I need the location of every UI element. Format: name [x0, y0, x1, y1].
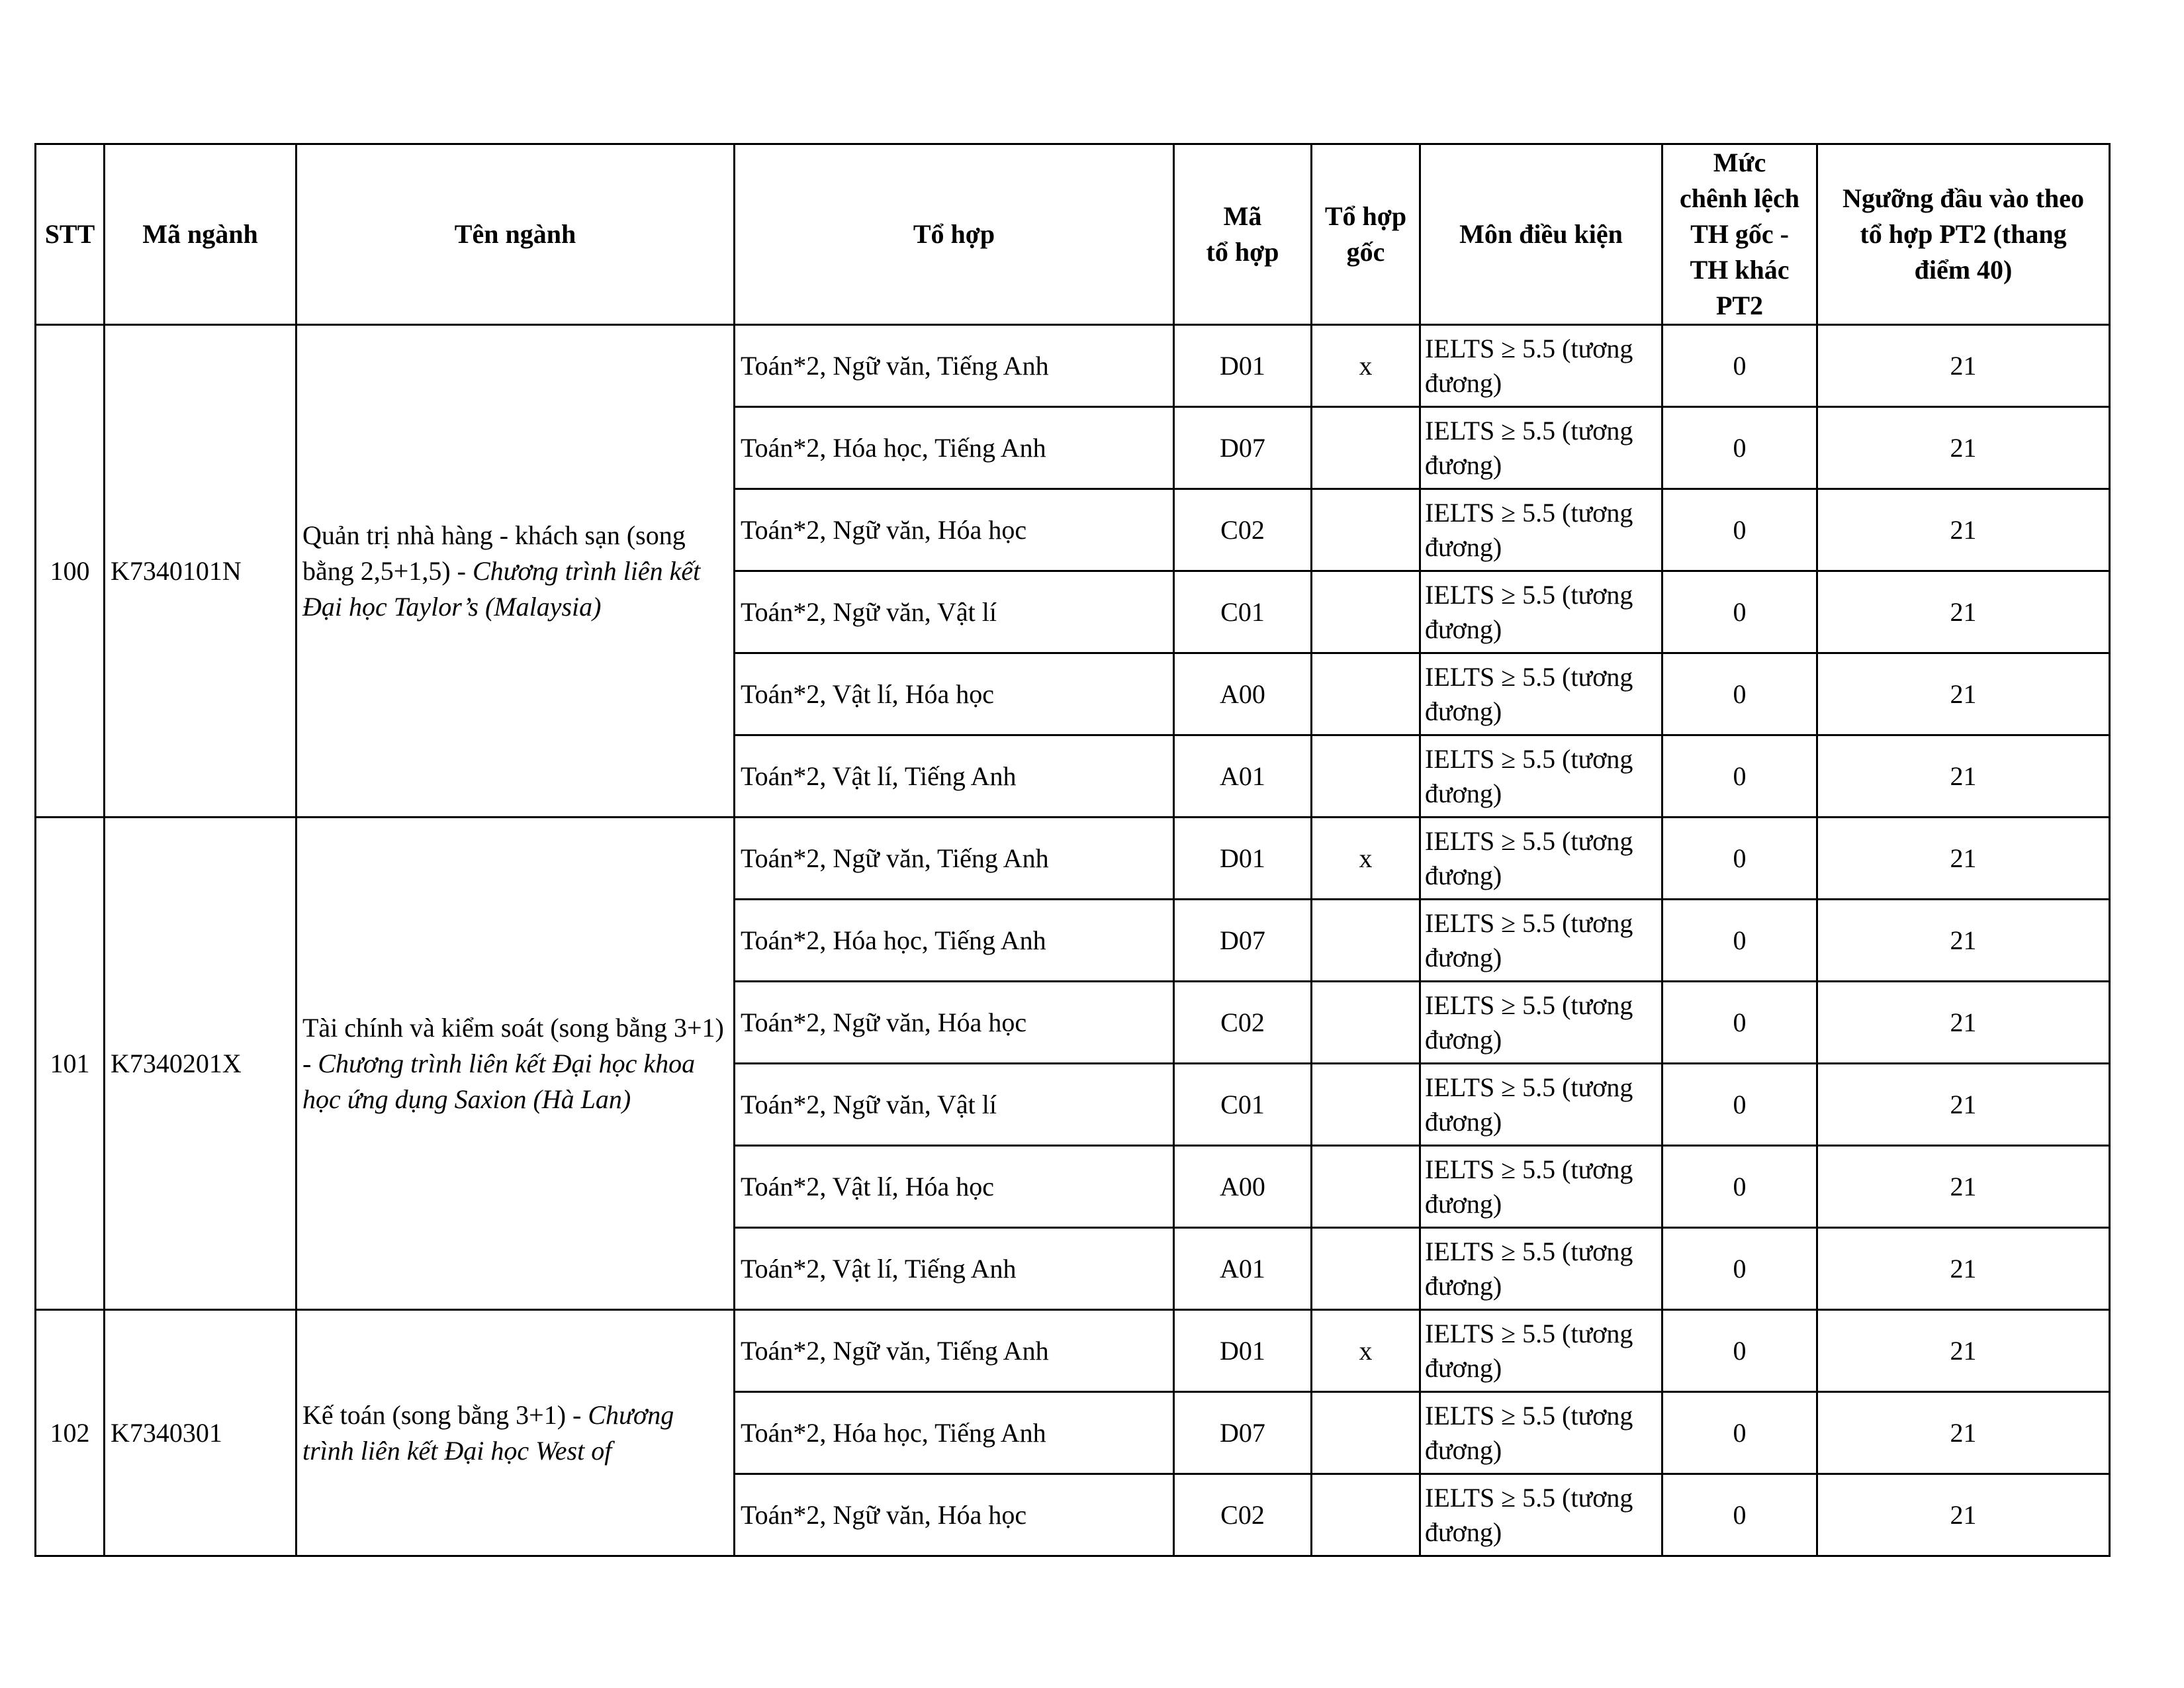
header-muc-chenh-lech-line4: TH khác [1690, 255, 1790, 285]
cell-to-hop: Toán*2, Hóa học, Tiếng Anh [735, 900, 1174, 982]
cell-mon-dieu-kien: IELTS ≥ 5.5 (tương đương) [1420, 735, 1662, 818]
cell-ma-to-hop: C02 [1174, 982, 1312, 1064]
cell-to-hop: Toán*2, Ngữ văn, Vật lí [735, 1064, 1174, 1146]
cell-to-hop: Toán*2, Hóa học, Tiếng Anh [735, 407, 1174, 489]
cell-to-hop: Toán*2, Ngữ văn, Tiếng Anh [735, 325, 1174, 407]
cell-to-hop-goc: x [1312, 818, 1420, 900]
cell-ma-nganh: K7340101N [105, 325, 296, 818]
cell-to-hop: Toán*2, Ngữ văn, Tiếng Anh [735, 1310, 1174, 1392]
cell-muc-chenh-lech: 0 [1662, 1146, 1817, 1228]
cell-muc-chenh-lech: 0 [1662, 325, 1817, 407]
cell-to-hop: Toán*2, Vật lí, Hóa học [735, 653, 1174, 735]
cell-muc-chenh-lech: 0 [1662, 818, 1817, 900]
cell-ma-to-hop: C01 [1174, 571, 1312, 653]
admission-table [34, 143, 2111, 1557]
cell-mon-dieu-kien: IELTS ≥ 5.5 (tương đương) [1420, 325, 1662, 407]
cell-nguong: 21 [1817, 1474, 2110, 1556]
cell-muc-chenh-lech: 0 [1662, 982, 1817, 1064]
cell-ma-nganh: K7340301 [105, 1310, 296, 1556]
cell-to-hop: Toán*2, Ngữ văn, Hóa học [735, 1474, 1174, 1556]
cell-to-hop: Toán*2, Vật lí, Tiếng Anh [735, 735, 1174, 818]
cell-to-hop-goc [1312, 1474, 1420, 1556]
cell-muc-chenh-lech: 0 [1662, 1228, 1817, 1310]
cell-ma-to-hop: D07 [1174, 1392, 1312, 1474]
cell-nguong: 21 [1817, 1310, 2110, 1392]
cell-mon-dieu-kien: IELTS ≥ 5.5 (tương đương) [1420, 982, 1662, 1064]
cell-mon-dieu-kien: IELTS ≥ 5.5 (tương đương) [1420, 571, 1662, 653]
cell-to-hop: Toán*2, Ngữ văn, Hóa học [735, 982, 1174, 1064]
cell-to-hop-goc [1312, 571, 1420, 653]
cell-to-hop: Toán*2, Ngữ văn, Vật lí [735, 571, 1174, 653]
cell-to-hop: Toán*2, Hóa học, Tiếng Anh [735, 1392, 1174, 1474]
cell-ten-nganh [296, 818, 735, 1310]
cell-ten-nganh [296, 1310, 735, 1556]
cell-muc-chenh-lech: 0 [1662, 571, 1817, 653]
cell-nguong: 21 [1817, 900, 2110, 982]
cell-nguong: 21 [1817, 1228, 2110, 1310]
cell-to-hop-goc [1312, 653, 1420, 735]
header-nguong-line2: tổ hợp PT2 (thang [1860, 219, 2067, 249]
cell-muc-chenh-lech: 0 [1662, 1310, 1817, 1392]
cell-muc-chenh-lech: 0 [1662, 1064, 1817, 1146]
cell-to-hop: Toán*2, Ngữ văn, Tiếng Anh [735, 818, 1174, 900]
cell-ma-to-hop: D01 [1174, 1310, 1312, 1392]
program-name-plain: Quản trị nhà hàng - khách sạn (song bằng 2,5+1,5) - [302, 520, 686, 586]
table-row [36, 818, 2110, 900]
cell-ma-to-hop: D07 [1174, 900, 1312, 982]
header-row [36, 144, 2110, 325]
header-ten-nganh: Tên ngành [296, 144, 735, 325]
cell-mon-dieu-kien: IELTS ≥ 5.5 (tương đương) [1420, 1064, 1662, 1146]
cell-ma-to-hop: C01 [1174, 1064, 1312, 1146]
cell-muc-chenh-lech: 0 [1662, 653, 1817, 735]
header-muc-chenh-lech-line2: chênh lệch [1679, 183, 1800, 213]
cell-ma-nganh: K7340201X [105, 818, 296, 1310]
cell-stt: 100 [36, 325, 105, 818]
program-name-plain: Tài chính và kiểm soát (song bằng 3+1) - [302, 1012, 724, 1078]
header-to-hop-goc-line1: Tổ hợp [1324, 201, 1407, 231]
cell-mon-dieu-kien: IELTS ≥ 5.5 (tương đương) [1420, 900, 1662, 982]
cell-to-hop-goc: x [1312, 1310, 1420, 1392]
cell-muc-chenh-lech: 0 [1662, 489, 1817, 571]
cell-to-hop-goc: x [1312, 325, 1420, 407]
cell-ma-to-hop: D01 [1174, 325, 1312, 407]
cell-nguong: 21 [1817, 653, 2110, 735]
table-row [36, 325, 2110, 407]
cell-muc-chenh-lech: 0 [1662, 900, 1817, 982]
cell-to-hop-goc [1312, 1392, 1420, 1474]
cell-muc-chenh-lech: 0 [1662, 735, 1817, 818]
cell-nguong: 21 [1817, 1146, 2110, 1228]
table-body [36, 325, 2110, 1556]
cell-ma-to-hop: D07 [1174, 407, 1312, 489]
cell-to-hop-goc [1312, 900, 1420, 982]
cell-to-hop-goc [1312, 1146, 1420, 1228]
cell-nguong: 21 [1817, 818, 2110, 900]
cell-nguong: 21 [1817, 1064, 2110, 1146]
program-name-italic: Chương trình liên kết Đại học khoa học ứng dụng Saxion (Hà Lan) [302, 1048, 696, 1114]
header-to-hop-goc [1312, 144, 1420, 325]
header-nguong-line3: điểm 40) [1914, 255, 2013, 285]
cell-ma-to-hop: A00 [1174, 1146, 1312, 1228]
cell-nguong: 21 [1817, 1392, 2110, 1474]
header-mon-dieu-kien: Môn điều kiện [1420, 144, 1662, 325]
cell-stt: 102 [36, 1310, 105, 1556]
cell-nguong: 21 [1817, 735, 2110, 818]
header-muc-chenh-lech-line3: TH gốc - [1690, 219, 1789, 249]
header-to-hop: Tổ hợp [735, 144, 1174, 325]
cell-to-hop-goc [1312, 735, 1420, 818]
header-muc-chenh-lech-line5: PT2 [1715, 291, 1764, 320]
header-ma-to-hop [1174, 144, 1312, 325]
header-stt: STT [36, 144, 105, 325]
cell-to-hop-goc [1312, 1228, 1420, 1310]
header-ma-to-hop-line1: Mã [1223, 201, 1262, 231]
cell-to-hop-goc [1312, 407, 1420, 489]
cell-muc-chenh-lech: 0 [1662, 407, 1817, 489]
header-muc-chenh-lech [1662, 144, 1817, 325]
cell-to-hop-goc [1312, 1064, 1420, 1146]
cell-to-hop: Toán*2, Vật lí, Hóa học [735, 1146, 1174, 1228]
cell-to-hop: Toán*2, Vật lí, Tiếng Anh [735, 1228, 1174, 1310]
cell-nguong: 21 [1817, 325, 2110, 407]
cell-muc-chenh-lech: 0 [1662, 1392, 1817, 1474]
cell-mon-dieu-kien: IELTS ≥ 5.5 (tương đương) [1420, 1310, 1662, 1392]
cell-nguong: 21 [1817, 489, 2110, 571]
cell-stt: 101 [36, 818, 105, 1310]
cell-nguong: 21 [1817, 407, 2110, 489]
header-to-hop-goc-line2: gốc [1346, 237, 1385, 267]
cell-mon-dieu-kien: IELTS ≥ 5.5 (tương đương) [1420, 407, 1662, 489]
cell-nguong: 21 [1817, 982, 2110, 1064]
cell-ma-to-hop: A01 [1174, 1228, 1312, 1310]
cell-to-hop-goc [1312, 982, 1420, 1064]
cell-muc-chenh-lech: 0 [1662, 1474, 1817, 1556]
cell-mon-dieu-kien: IELTS ≥ 5.5 (tương đương) [1420, 1228, 1662, 1310]
header-nguong [1817, 144, 2110, 325]
cell-ma-to-hop: C02 [1174, 489, 1312, 571]
cell-mon-dieu-kien: IELTS ≥ 5.5 (tương đương) [1420, 1392, 1662, 1474]
cell-ma-to-hop: A00 [1174, 653, 1312, 735]
program-name-italic: Chương trình liên kết Đại học West of [302, 1399, 674, 1466]
document-page [34, 143, 2109, 1547]
cell-ten-nganh [296, 325, 735, 818]
header-nguong-line1: Ngưỡng đầu vào theo [1842, 183, 2085, 213]
cell-mon-dieu-kien: IELTS ≥ 5.5 (tương đương) [1420, 1146, 1662, 1228]
program-name-plain: Kế toán (song bằng 3+1) - [302, 1399, 588, 1430]
program-name-italic: Chương trình liên kết Đại học Taylor’s (Malaysia) [302, 555, 701, 622]
cell-mon-dieu-kien: IELTS ≥ 5.5 (tương đương) [1420, 489, 1662, 571]
cell-ma-to-hop: C02 [1174, 1474, 1312, 1556]
cell-mon-dieu-kien: IELTS ≥ 5.5 (tương đương) [1420, 1474, 1662, 1556]
header-muc-chenh-lech-line1: Mức [1713, 148, 1766, 177]
table-row [36, 1310, 2110, 1392]
cell-ma-to-hop: D01 [1174, 818, 1312, 900]
cell-mon-dieu-kien: IELTS ≥ 5.5 (tương đương) [1420, 653, 1662, 735]
header-ma-to-hop-line2: tổ hợp [1206, 237, 1279, 267]
cell-ma-to-hop: A01 [1174, 735, 1312, 818]
cell-mon-dieu-kien: IELTS ≥ 5.5 (tương đương) [1420, 818, 1662, 900]
header-ma-nganh: Mã ngành [105, 144, 296, 325]
cell-nguong: 21 [1817, 571, 2110, 653]
cell-to-hop-goc [1312, 489, 1420, 571]
cell-to-hop: Toán*2, Ngữ văn, Hóa học [735, 489, 1174, 571]
